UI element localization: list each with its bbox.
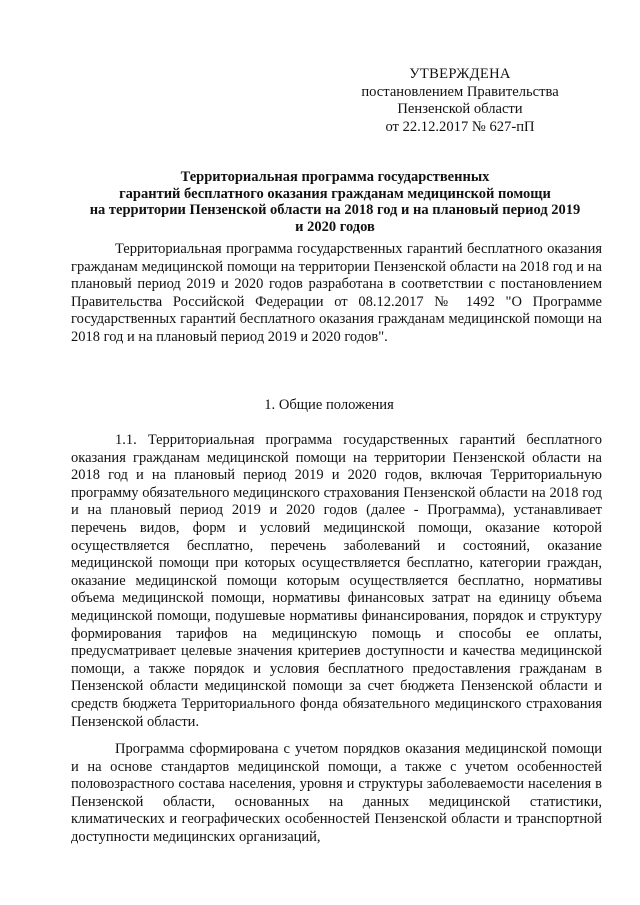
document-title-line: и 2020 годов — [295, 218, 375, 235]
intro-paragraph: Территориальная программа государственных гарантий бесплатного оказания гражданам медицинской помощи на территории Пензенской области на 2018 год и на плановый период 2019 и 2020 годов разработана в соответствии с постановлением Правительства Российской Федерации от 08.12.2017 № 1492 "О Программе государственных гарантий бесплатного оказания гражданам медицинской помощи на 2018 год и на плановый период 2019 и 2020 годов". — [71, 241, 602, 345]
document-title — [60, 169, 610, 235]
approval-decree-number: от 22.12.2017 № 627-пП — [385, 118, 535, 135]
document-title-line: гарантий бесплатного оказания гражданам медицинской помощи — [119, 185, 551, 202]
approval-authority: постановлением Правительства — [361, 83, 559, 100]
paragraph-1-1: 1.1. Территориальная программа государственных гарантий бесплатного оказания гражданам медицинской помощи на территории Пензенской области на 2018 год и на плановый период 2019 и 2020 годов, включая Территориальную программу обязательного медицинского страхования Пензенской области на 2018 год и на плановый период 2019 и 2020 годов (далее - Программа), устанавливает перечень видов, форм и условий медицинской помощи, оказание которой осуществляется бесплатно, перечень заболеваний и состояний, оказание медицинской помощи при которых осуществляется бесплатно, категории граждан, оказание медицинской помощи которым осуществляется бесплатно, нормативы объема медицинской помощи, нормативы финансовых затрат на единицу объема медицинской помощи, подушевые нормативы финансирования, порядок и структуру формирования тарифов на медицинскую помощь и способы ее оплаты, предусматривает целевые значения критериев доступности и качества медицинской помощи, а также порядок и условия бесплатного предоставления гражданам в Пензенской области медицинской помощи за счет бюджета Пензенской области и средств бюджета Территориального фонда обязательного медицинского страхования Пензенской области. — [71, 432, 602, 730]
paragraph-program-formation: Программа сформирована с учетом порядков оказания медицинской помощи и на основе стандартов медицинской помощи, а также с учетом особенностей половозрастного состава населения, уровня и структуры заболеваемости населения в Пензенской области, основанных на данных медицинской статистики, климатических и географических особенностей Пензенской области и транспортной доступности медицинских организаций, — [71, 741, 602, 845]
approval-region: Пензенской области — [397, 101, 523, 117]
approval-title: УТВЕРЖДЕНА — [409, 66, 511, 82]
section-heading-general-provisions: 1. Общие положения — [264, 397, 394, 413]
approval-stamp-block — [360, 66, 560, 136]
document-title-line: на территории Пензенской области на 2018 год и на плановый период 2019 — [89, 202, 581, 218]
document-title-line: Территориальная программа государственных — [180, 169, 490, 185]
